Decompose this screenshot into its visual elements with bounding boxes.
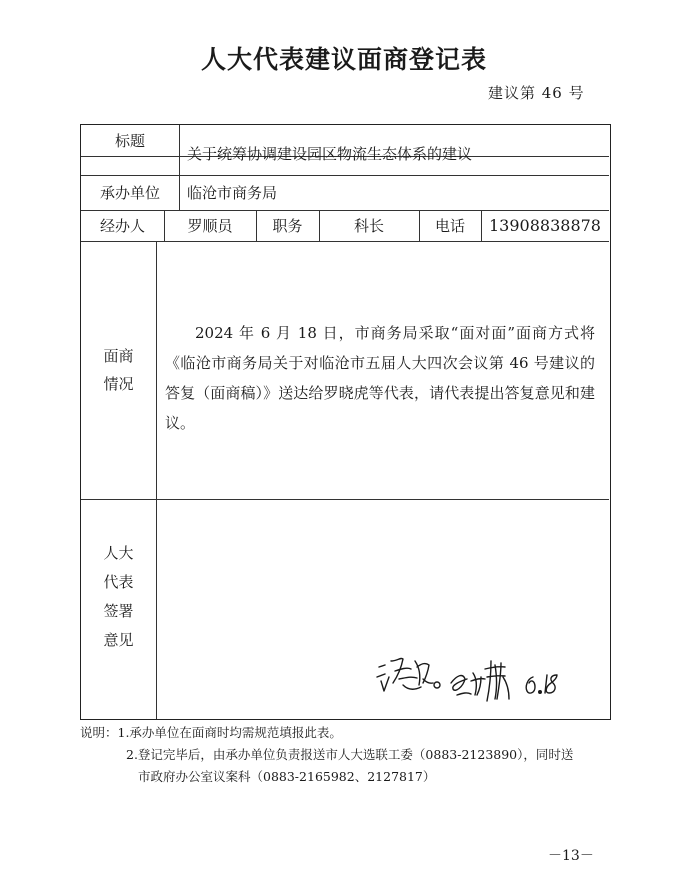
notes <box>80 722 573 788</box>
form-title: 人大代表建议面商登记表 <box>200 45 487 74</box>
col-divider <box>179 125 180 175</box>
row-divider <box>81 241 609 242</box>
representative-label-line: 代表 <box>103 573 134 591</box>
position-label: 职务 <box>272 217 303 235</box>
page-number: －13－ <box>548 848 594 864</box>
consultation-label-line: 情况 <box>103 375 134 393</box>
row-divider <box>81 499 609 500</box>
note-line: 说明：1.承办单位在面商时均需规范填报此表。 <box>80 725 342 740</box>
unit-label: 承办单位 <box>99 184 160 202</box>
note-line: 2.登记完毕后，由承办单位负责报送市人大选联工委（0883-2123890），同时送 <box>126 747 574 762</box>
col-divider <box>179 175 180 210</box>
registration-table <box>80 124 611 720</box>
handwritten-signature <box>373 647 588 709</box>
col-divider <box>156 241 157 499</box>
phone-value: 13908838878 <box>489 216 601 235</box>
consultation-label-line: 面商 <box>103 347 134 365</box>
consultation-text: 2024 年 6 月 18 日，市商务局采取“面对面”面商方式将《临沧市商务局关于对临沧市五届人大四次会议第 46 号建议的答复（面商稿）》送达给罗晓虎等代表，请代表提出答复意见和建议。 <box>165 324 595 432</box>
handler-value: 罗顺员 <box>187 217 233 235</box>
suggestion-number: 建议第 46 号 <box>488 84 585 102</box>
unit-value: 临沧市商务局 <box>187 184 278 202</box>
note-line: 市政府办公室议案科（0883-2165982、2127817） <box>138 769 436 784</box>
representative-label-line: 人大 <box>103 544 134 562</box>
phone-label: 电话 <box>434 217 465 235</box>
representative-label-line: 签署 <box>103 602 134 620</box>
position-value: 科长 <box>353 217 384 235</box>
topic-value: 关于统筹协调建设园区物流生态体系的建议 <box>187 144 473 163</box>
representative-opinion-label <box>81 539 156 655</box>
consultation-label <box>81 342 156 398</box>
col-divider <box>156 499 157 719</box>
handler-label: 经办人 <box>99 217 145 235</box>
topic-label: 标题 <box>114 132 145 150</box>
representative-label-line: 意见 <box>103 631 134 649</box>
